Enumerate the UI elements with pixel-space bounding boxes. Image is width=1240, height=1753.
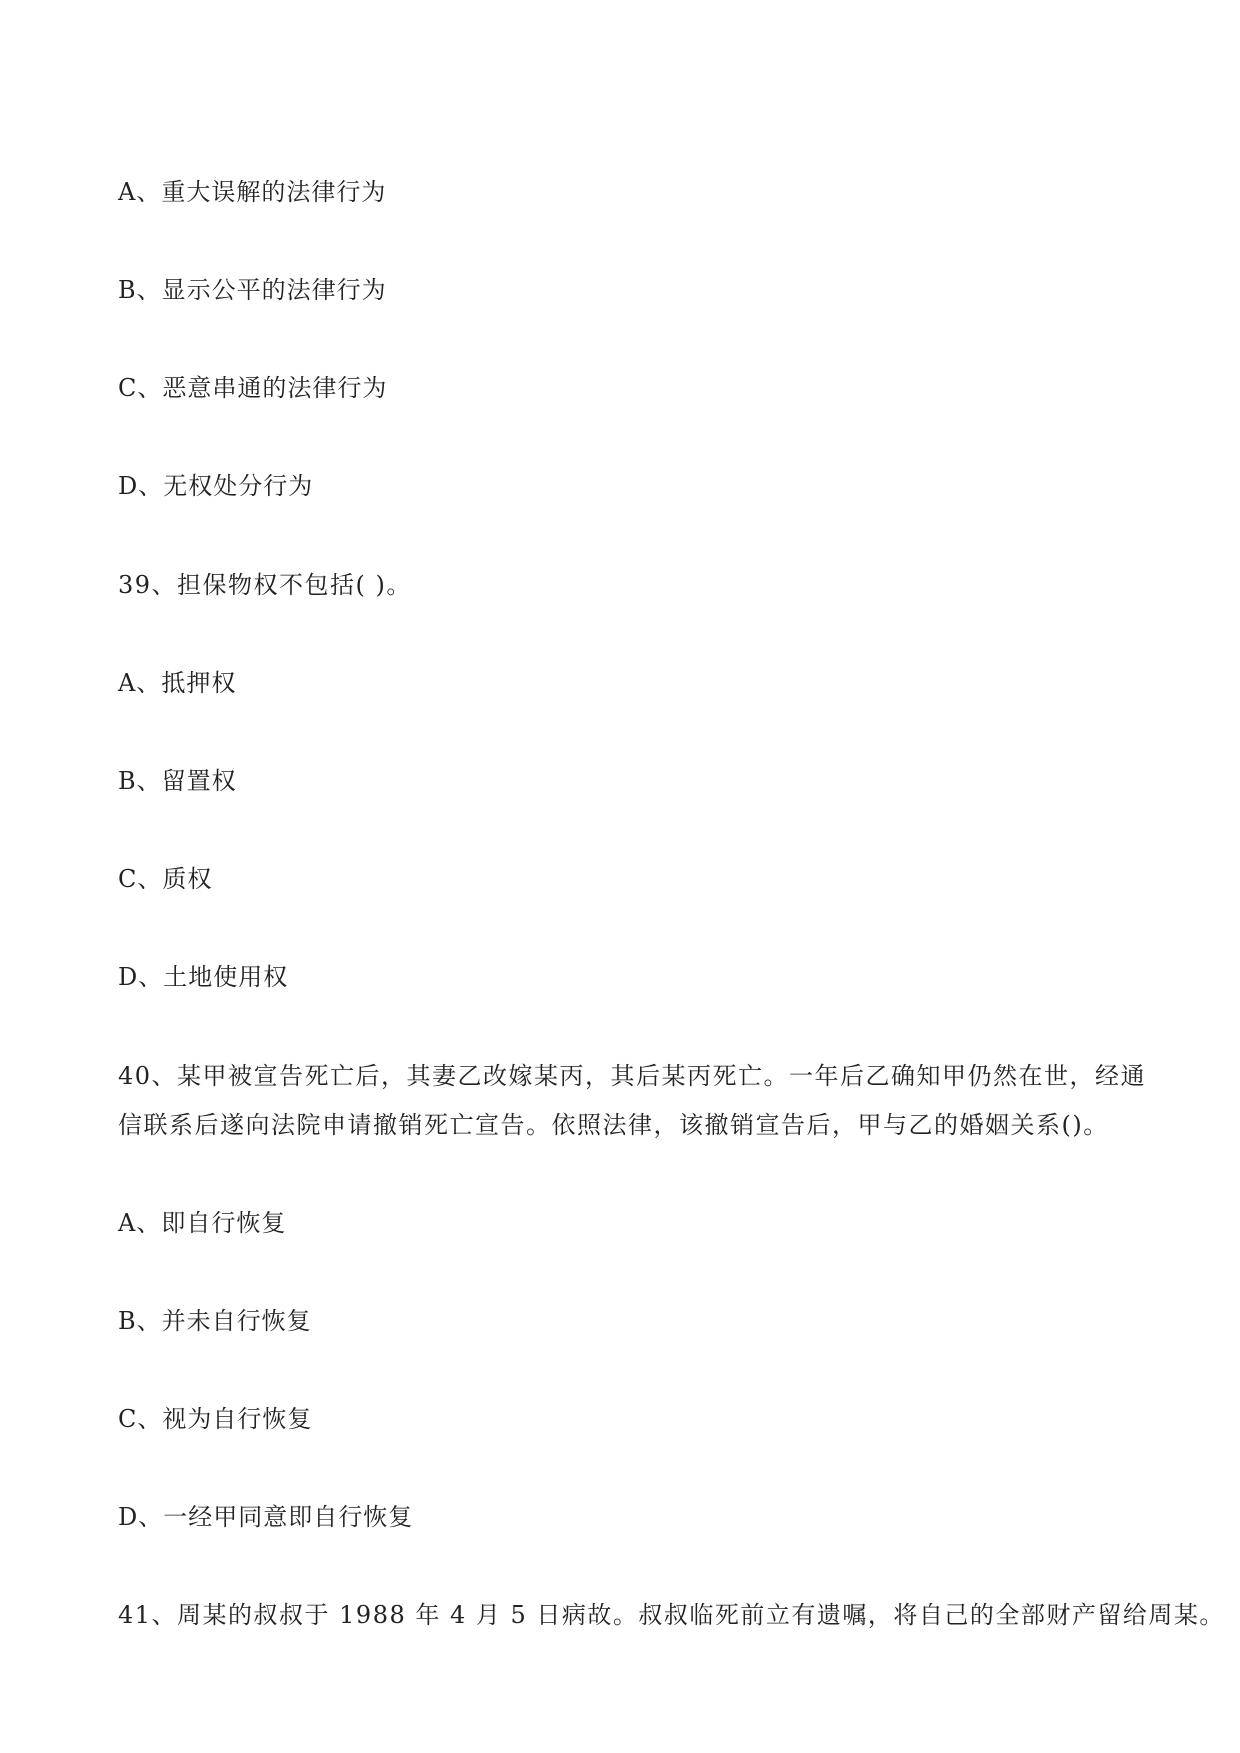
q39-option-c: C、质权 <box>118 865 213 893</box>
q38-option-a: A、重大误解的法律行为 <box>118 178 387 206</box>
q38-option-b: B、显示公平的法律行为 <box>118 276 387 304</box>
q40-option-b: B、并未自行恢复 <box>118 1307 312 1335</box>
q40-option-c: C、视为自行恢复 <box>118 1405 313 1433</box>
question-41: 41、周某的叔叔于 1988 年 4 月 5 日病故。叔叔临死前立有遗嘱，将自己的全部财产留给周某。 <box>118 1601 1225 1629</box>
question-40-line-1: 40、某甲被宣告死亡后，其妻乙改嫁某丙，其后某丙死亡。一年后乙确知甲仍然在世，经通 <box>118 1062 1147 1090</box>
q40-option-a: A、即自行恢复 <box>118 1209 287 1237</box>
q38-option-d: D、无权处分行为 <box>118 472 314 500</box>
question-39: 39、担保物权不包括( )。 <box>118 571 412 599</box>
q39-option-d: D、土地使用权 <box>118 963 289 991</box>
q38-option-c: C、恶意串通的法律行为 <box>118 374 388 402</box>
q40-option-d: D、一经甲同意即自行恢复 <box>118 1503 414 1531</box>
q39-option-b: B、留置权 <box>118 767 237 795</box>
q39-option-a: A、抵押权 <box>118 669 237 697</box>
question-40-line-2: 信联系后遂向法院申请撤销死亡宣告。依照法律，该撤销宣告后，甲与乙的婚姻关系()。 <box>118 1111 1109 1139</box>
